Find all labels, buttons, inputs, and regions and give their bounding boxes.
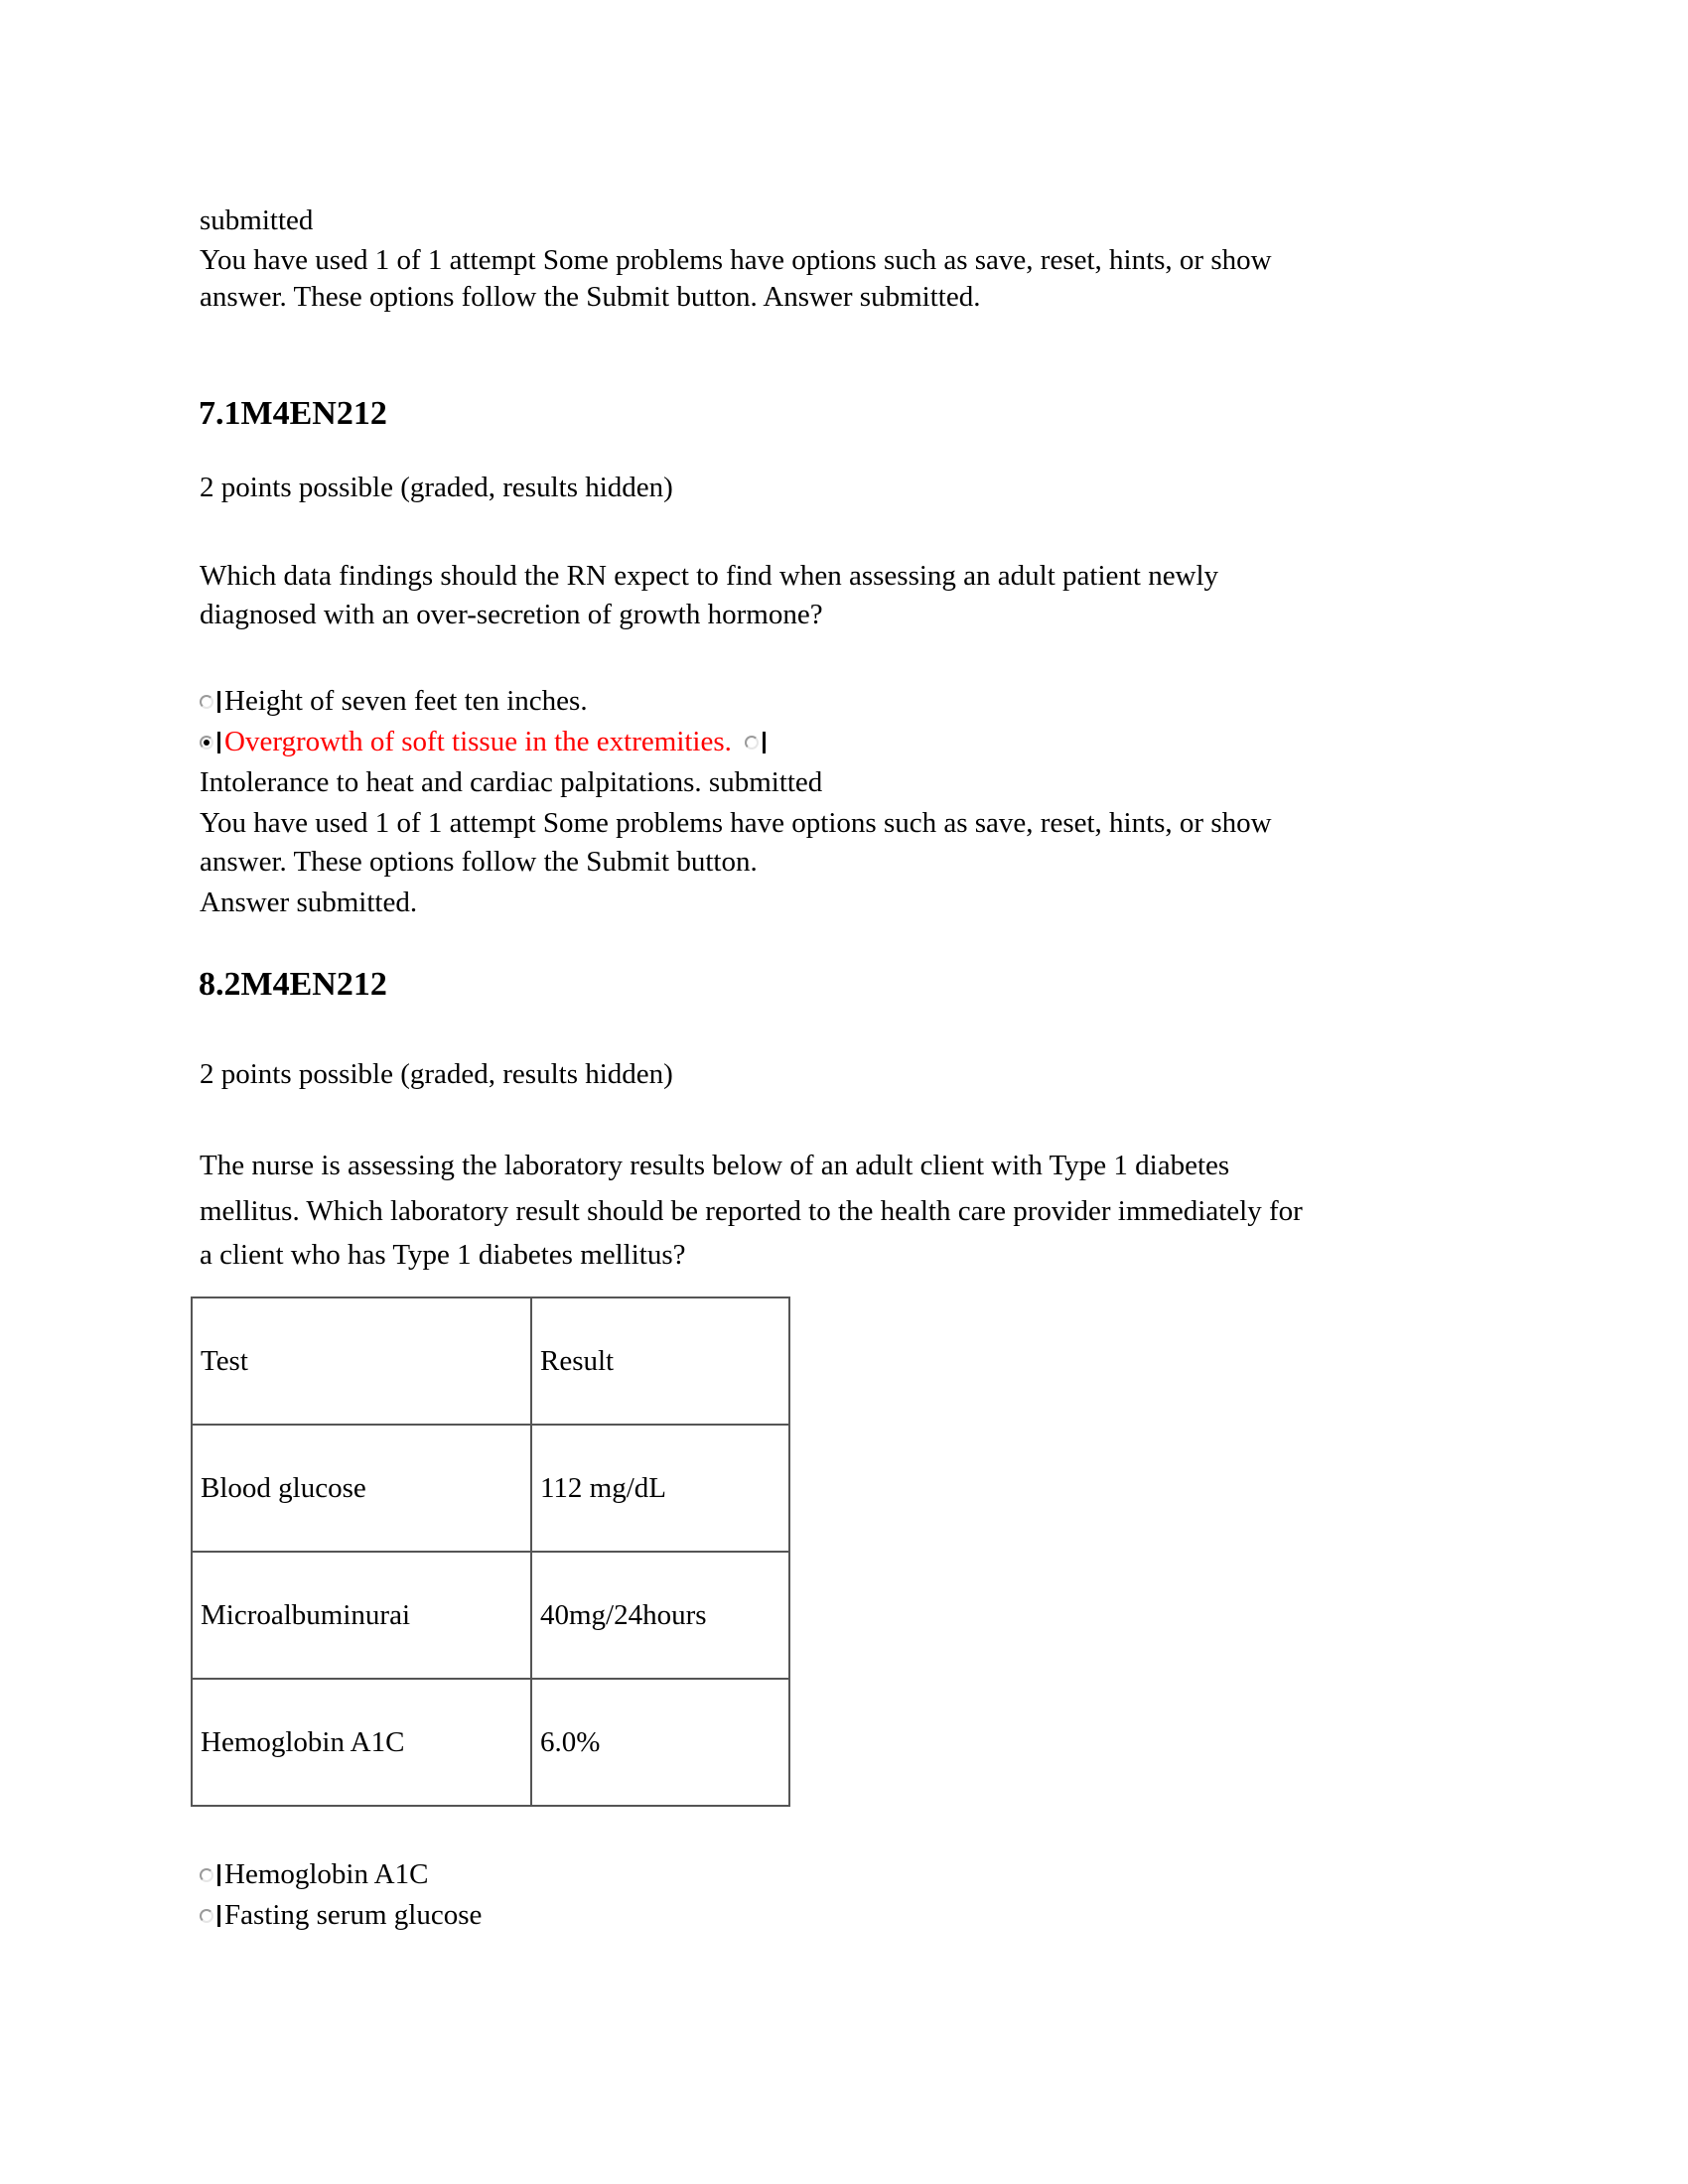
option-label: Height of seven feet ten inches. — [224, 685, 588, 717]
table-header-row — [192, 1297, 789, 1425]
question-text-line: mellitus. Which laboratory result should be reported to the health care provider immediately for — [200, 1195, 1303, 1227]
points-info: 2 points possible (graded, results hidden) — [200, 1058, 673, 1090]
table-row — [192, 1679, 789, 1806]
option-label: Intolerance to heat and cardiac palpitations. — [200, 766, 702, 798]
answer-option[interactable] — [200, 763, 822, 801]
radio-button-icon[interactable] — [200, 695, 213, 709]
table-row — [192, 1425, 789, 1552]
radio-button-checked-icon[interactable] — [200, 736, 213, 750]
radio-button-icon[interactable] — [745, 736, 759, 750]
table-cell-test: Hemoglobin A1C — [192, 1679, 531, 1806]
cursor-bar-icon — [763, 732, 766, 753]
attempts-text-cont: answer. These options follow the Submit button. — [200, 846, 758, 878]
table-cell-test: Microalbuminurai — [192, 1552, 531, 1679]
table-cell-result: 112 mg/dL — [531, 1425, 789, 1552]
table-header-result: Result — [531, 1297, 789, 1425]
lab-results-table — [191, 1297, 790, 1807]
points-info: 2 points possible (graded, results hidden) — [200, 472, 673, 503]
attempts-text: You have used 1 of 1 attempt Some problems have options such as save, reset, hints, or show — [200, 807, 1272, 839]
radio-button-icon[interactable] — [200, 1868, 213, 1882]
table-row — [192, 1552, 789, 1679]
option-label-selected: Overgrowth of soft tissue in the extremities. — [224, 726, 732, 757]
question-text-line: a client who has Type 1 diabetes mellitus? — [200, 1239, 686, 1271]
table-cell-test: Blood glucose — [192, 1425, 531, 1552]
status-submitted: submitted — [200, 205, 314, 236]
radio-button-icon[interactable] — [200, 1909, 213, 1923]
table-cell-result: 40mg/24hours — [531, 1552, 789, 1679]
question-title: 7.1M4EN212 — [199, 395, 387, 432]
answer-option-selected[interactable] — [200, 723, 770, 760]
table-cell-result: 6.0% — [531, 1679, 789, 1806]
cursor-bar-icon — [217, 1905, 220, 1927]
question-text-line: Which data findings should the RN expect to find when assessing an adult patient newly — [200, 560, 1219, 592]
status-submitted: submitted — [708, 766, 823, 798]
answer-submitted-text: Answer submitted. — [200, 887, 418, 918]
cursor-bar-icon — [217, 1864, 220, 1886]
cursor-bar-icon — [217, 732, 220, 753]
attempts-text: You have used 1 of 1 attempt Some problems have options such as save, reset, hints, or show — [200, 244, 1272, 276]
question-text-line: diagnosed with an over-secretion of growth hormone? — [200, 599, 823, 630]
option-label: Hemoglobin A1C — [224, 1858, 429, 1890]
question-title: 8.2M4EN212 — [199, 966, 387, 1003]
attempts-text-cont: answer. These options follow the Submit button. Answer submitted. — [200, 281, 981, 313]
cursor-bar-icon — [217, 691, 220, 713]
answer-option[interactable] — [200, 682, 588, 720]
question-text-line: The nurse is assessing the laboratory results below of an adult client with Type 1 diabetes — [200, 1150, 1230, 1181]
table-header-test: Test — [192, 1297, 531, 1425]
answer-option[interactable] — [200, 1896, 482, 1934]
option-label: Fasting serum glucose — [224, 1899, 483, 1931]
answer-option[interactable] — [200, 1855, 428, 1893]
